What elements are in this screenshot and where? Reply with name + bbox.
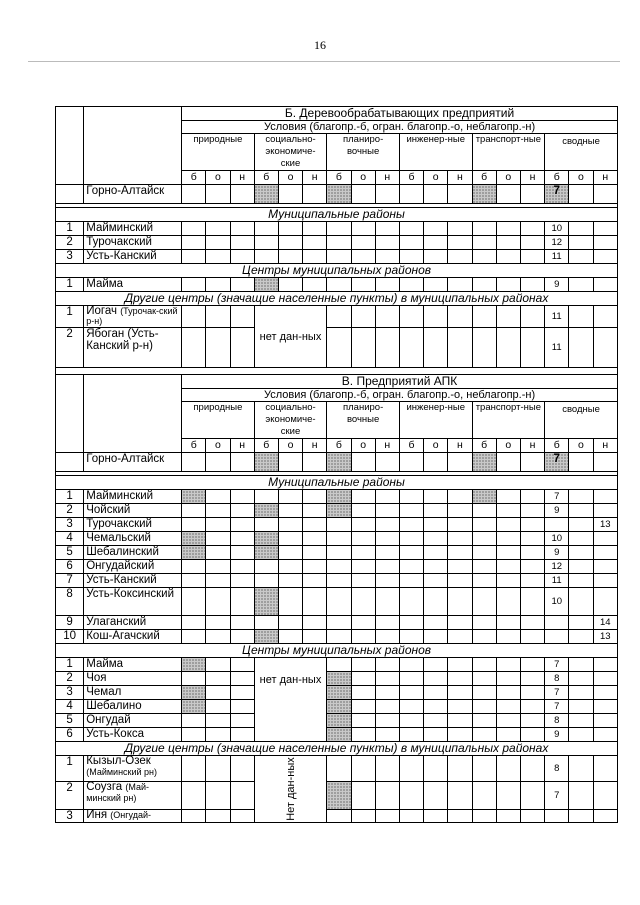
letter-n: н bbox=[448, 439, 472, 453]
row-number: 7 bbox=[56, 574, 84, 588]
letter-b: б bbox=[399, 171, 423, 185]
table-row bbox=[56, 782, 618, 810]
letter-b: б bbox=[472, 171, 496, 185]
row-score: 12 bbox=[545, 236, 569, 250]
row-name: Соузга bbox=[86, 781, 123, 793]
row-number: 2 bbox=[56, 782, 84, 810]
letter-o: о bbox=[351, 171, 375, 185]
group-header: природные bbox=[182, 134, 255, 171]
conditions-table bbox=[55, 106, 618, 823]
row-score: 12 bbox=[545, 560, 569, 574]
table-row bbox=[56, 490, 618, 504]
row-name: Чоя bbox=[84, 672, 182, 686]
group-header: транспорт-ные bbox=[472, 402, 545, 439]
row-name: Майма bbox=[84, 278, 182, 292]
group-header: транспорт-ные bbox=[472, 134, 545, 171]
row-score: 11 bbox=[545, 328, 569, 368]
letter-o: о bbox=[424, 171, 448, 185]
table-row bbox=[56, 700, 618, 714]
row-score: 8 bbox=[545, 756, 569, 782]
row-name: Онгудайский bbox=[84, 560, 182, 574]
letter-n: н bbox=[303, 439, 327, 453]
row-score: 7 bbox=[545, 490, 569, 504]
header-rule bbox=[28, 61, 620, 62]
row-score: 8 bbox=[545, 672, 569, 686]
row-score: 7 bbox=[545, 686, 569, 700]
table-row bbox=[56, 306, 618, 328]
row-score: 10 bbox=[545, 532, 569, 546]
table-row bbox=[56, 616, 618, 630]
row-number: 1 bbox=[56, 306, 84, 328]
letter-n: н bbox=[230, 439, 254, 453]
letter-o: о bbox=[206, 439, 230, 453]
table-row bbox=[56, 532, 618, 546]
letter-n: н bbox=[593, 439, 617, 453]
page-number: 16 bbox=[314, 38, 326, 52]
row-number: 1 bbox=[56, 222, 84, 236]
letter-b: б bbox=[182, 439, 206, 453]
row-name: Иогач bbox=[86, 305, 117, 317]
letter-b: б bbox=[545, 171, 569, 185]
letter-b: б bbox=[327, 439, 351, 453]
row-number: 6 bbox=[56, 560, 84, 574]
group-header: сводные bbox=[545, 402, 618, 439]
row-number: 2 bbox=[56, 504, 84, 518]
row-name: Шебалино bbox=[84, 700, 182, 714]
letter-n: н bbox=[593, 171, 617, 185]
block-title: Центры муниципальных районов bbox=[56, 644, 618, 658]
group-header: социально-экономиче-ские bbox=[254, 402, 327, 439]
letter-o: о bbox=[351, 439, 375, 453]
letter-o: о bbox=[206, 171, 230, 185]
row-number: 8 bbox=[56, 588, 84, 616]
letter-b: б bbox=[254, 171, 278, 185]
row-name: Улаганский bbox=[84, 616, 182, 630]
group-header: инженер-ные bbox=[399, 402, 472, 439]
row-number: 1 bbox=[56, 490, 84, 504]
letter-o: о bbox=[569, 439, 593, 453]
row-name: Усть-Кокса bbox=[84, 728, 182, 742]
row-number: 1 bbox=[56, 756, 84, 782]
table-row bbox=[56, 222, 618, 236]
row-subname: (Майминский рн) bbox=[86, 767, 158, 777]
row-name: Горно-Алтайск bbox=[84, 453, 182, 472]
row-score bbox=[545, 810, 569, 823]
group-header: сводные bbox=[545, 134, 618, 171]
letter-b: б bbox=[254, 439, 278, 453]
block-title: Муниципальные районы bbox=[56, 208, 618, 222]
letter-n: н bbox=[520, 439, 544, 453]
table-row bbox=[56, 504, 618, 518]
row-score: 9 bbox=[545, 546, 569, 560]
row-name: Ябоган (Усть-Канский р-н) bbox=[84, 328, 182, 368]
block-title: Другие центры (значащие населенные пункты) в муниципальных районах bbox=[56, 292, 618, 306]
letter-o: о bbox=[496, 171, 520, 185]
row-name: Чемал bbox=[84, 686, 182, 700]
row-number: 3 bbox=[56, 810, 84, 823]
letter-n: н bbox=[303, 171, 327, 185]
letter-b: б bbox=[327, 171, 351, 185]
group-header: социально-экономиче-ские bbox=[254, 134, 327, 171]
table-row bbox=[56, 518, 618, 532]
row-name: Майма bbox=[84, 658, 182, 672]
letter-o: о bbox=[569, 171, 593, 185]
row-subname: (Май-минский рн) bbox=[86, 782, 149, 803]
table-row bbox=[56, 672, 618, 686]
row-name: Горно-Алтайск bbox=[84, 185, 182, 204]
table-row bbox=[56, 728, 618, 742]
row-number: 2 bbox=[56, 236, 84, 250]
table-row bbox=[56, 278, 618, 292]
row-score: 13 bbox=[593, 630, 617, 644]
row-number: 10 bbox=[56, 630, 84, 644]
row-score: 11 bbox=[545, 574, 569, 588]
row-score: 9 bbox=[545, 504, 569, 518]
section-caption: В. Предприятий АПК bbox=[182, 375, 618, 389]
letter-n: н bbox=[448, 171, 472, 185]
row-score: 11 bbox=[545, 306, 569, 328]
letter-b: б bbox=[545, 439, 569, 453]
row-score: 7 bbox=[545, 700, 569, 714]
block-title: Центры муниципальных районов bbox=[56, 264, 618, 278]
table-row bbox=[56, 658, 618, 672]
table-row bbox=[56, 546, 618, 560]
row-score: 11 bbox=[545, 250, 569, 264]
row-name: Чемальский bbox=[84, 532, 182, 546]
no-data-note: нет дан-ных bbox=[254, 306, 327, 368]
table-row bbox=[56, 630, 618, 644]
row-number: 3 bbox=[56, 250, 84, 264]
row-number: 2 bbox=[56, 672, 84, 686]
row-score: 7 bbox=[545, 185, 569, 204]
letter-b: б bbox=[472, 439, 496, 453]
letter-n: н bbox=[520, 171, 544, 185]
letter-n: н bbox=[375, 439, 399, 453]
row-score: 8 bbox=[545, 714, 569, 728]
letter-o: о bbox=[278, 171, 302, 185]
row-name: Майминский bbox=[84, 222, 182, 236]
row-name: Чойский bbox=[84, 504, 182, 518]
name-column-header bbox=[84, 107, 182, 185]
row-name: Онгудай bbox=[84, 714, 182, 728]
no-data-note: нет дан-ных bbox=[254, 658, 327, 742]
row-name: Майминский bbox=[84, 490, 182, 504]
row-name: Турочакский bbox=[84, 518, 182, 532]
block-title: Муниципальные районы bbox=[56, 476, 618, 490]
row-subname: (Онгудай- bbox=[110, 810, 152, 820]
row-score: 9 bbox=[545, 728, 569, 742]
group-header: планиро-вочные bbox=[327, 134, 400, 171]
number-column-header bbox=[56, 107, 84, 185]
row-name: Усть-Канский bbox=[84, 250, 182, 264]
row-number: 5 bbox=[56, 714, 84, 728]
row-name: Кызыл-Озек bbox=[86, 755, 151, 767]
table-row bbox=[56, 250, 618, 264]
table-row bbox=[56, 453, 618, 472]
row-name: Усть-Коксинский bbox=[84, 588, 182, 616]
row-score: 9 bbox=[545, 278, 569, 292]
letter-o: о bbox=[424, 439, 448, 453]
row-score: 7 bbox=[545, 782, 569, 810]
table-row bbox=[56, 185, 618, 204]
row-score: 10 bbox=[545, 588, 569, 616]
row-number: 9 bbox=[56, 616, 84, 630]
table-row bbox=[56, 810, 618, 823]
table-row bbox=[56, 714, 618, 728]
conditions-title: Условия (благопр.-б, огран. благопр.-о, неблагопр.-н) bbox=[182, 121, 618, 134]
letter-n: н bbox=[230, 171, 254, 185]
row-number: 1 bbox=[56, 658, 84, 672]
row-name: Кош-Агачский bbox=[84, 630, 182, 644]
row-number: 4 bbox=[56, 700, 84, 714]
group-header: планиро-вочные bbox=[327, 402, 400, 439]
row-name: Шебалинский bbox=[84, 546, 182, 560]
row-number: 3 bbox=[56, 686, 84, 700]
row-number: 2 bbox=[56, 328, 84, 368]
row-name: Усть-Канский bbox=[84, 574, 182, 588]
row-number: 3 bbox=[56, 518, 84, 532]
table-row bbox=[56, 236, 618, 250]
section-caption: Б. Деревообрабатывающих предприятий bbox=[182, 107, 618, 121]
row-number: 1 bbox=[56, 278, 84, 292]
letter-b: б bbox=[182, 171, 206, 185]
row-score: 13 bbox=[593, 518, 617, 532]
table-row bbox=[56, 588, 618, 616]
table-row bbox=[56, 328, 618, 368]
group-header: инженер-ные bbox=[399, 134, 472, 171]
table-row bbox=[56, 686, 618, 700]
group-header: природные bbox=[182, 402, 255, 439]
letter-o: о bbox=[496, 439, 520, 453]
row-number: 6 bbox=[56, 728, 84, 742]
row-score: 7 bbox=[545, 453, 569, 472]
letter-n: н bbox=[375, 171, 399, 185]
row-subname: (Турочак-ский р-н) bbox=[86, 306, 178, 326]
table-row bbox=[56, 574, 618, 588]
table-row bbox=[56, 560, 618, 574]
no-data-note: Нет дан-ных bbox=[284, 757, 297, 821]
table-row bbox=[56, 756, 618, 782]
letter-b: б bbox=[399, 439, 423, 453]
block-title: Другие центры (значащие населенные пункты) в муниципальных районах bbox=[56, 742, 618, 756]
row-name: Иня bbox=[86, 809, 108, 821]
row-score: 10 bbox=[545, 222, 569, 236]
conditions-title: Условия (благопр.-б, огран. благопр.-о, неблагопр.-н) bbox=[182, 389, 618, 402]
row-score: 7 bbox=[545, 658, 569, 672]
row-name: Турочакский bbox=[84, 236, 182, 250]
letter-o: о bbox=[278, 439, 302, 453]
row-score: 14 bbox=[593, 616, 617, 630]
row-number: 5 bbox=[56, 546, 84, 560]
row-number: 4 bbox=[56, 532, 84, 546]
